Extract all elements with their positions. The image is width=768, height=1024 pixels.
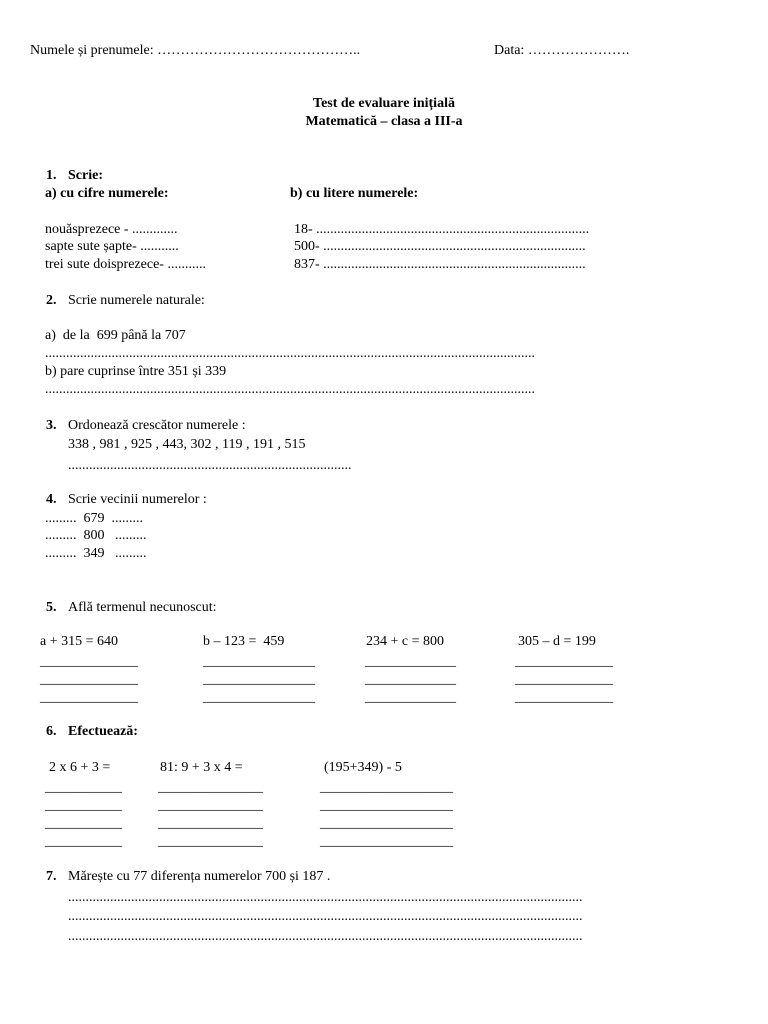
- ex5-number: 5.: [46, 600, 57, 615]
- ex2-answer-line: ............................................................................................................................................: [45, 382, 535, 397]
- ex6-heading: Efectuează:: [68, 724, 138, 739]
- ex5-answer-line: ______________: [40, 690, 138, 705]
- ex1-a-item: sapte sute șapte- ...........: [45, 239, 179, 254]
- ex2-number: 2.: [46, 293, 57, 308]
- ex4-number: 4.: [46, 492, 57, 507]
- ex6-answer-line: ___________________: [320, 834, 453, 849]
- ex6-answer-line: ___________: [45, 834, 122, 849]
- date-field-label: Data: ………………….: [494, 43, 630, 58]
- ex1-number: 1.: [46, 168, 57, 183]
- ex6-number: 6.: [46, 724, 57, 739]
- ex3-number: 3.: [46, 418, 57, 433]
- ex5-answer-line: ______________: [515, 672, 613, 687]
- ex6-answer-line: ___________: [45, 816, 122, 831]
- ex6-answer-line: _______________: [158, 816, 263, 831]
- ex3-answer-line: .................................................................................: [68, 458, 352, 473]
- ex5-equation: 234 + c = 800: [366, 634, 445, 649]
- ex7-answer-line: ...................................................................................................................................................: [68, 909, 583, 924]
- title-line-2: Matematică – clasa a III-a: [305, 114, 463, 129]
- ex2-answer-line: ............................................................................................................................................: [45, 346, 535, 361]
- ex2-part-a: a) de la 699 până la 707: [45, 328, 186, 343]
- ex5-equation: a + 315 = 640: [40, 634, 119, 649]
- ex6-answer-line: ___________: [45, 780, 122, 795]
- ex3-heading: Ordonează crescător numerele :: [68, 418, 246, 433]
- ex2-part-b: b) pare cuprinse între 351 și 339: [45, 364, 227, 379]
- ex5-answer-line: ______________: [515, 654, 613, 669]
- ex5-answer-line: _____________: [365, 690, 456, 705]
- ex5-answer-line: ________________: [203, 654, 315, 669]
- ex3-numbers: 338 , 981 , 925 , 443, 302 , 119 , 191 , 515: [68, 437, 306, 452]
- ex5-answer-line: ______________: [40, 654, 138, 669]
- ex7-heading: Mărește cu 77 diferența numerelor 700 și 187 .: [68, 869, 331, 884]
- ex6-answer-line: _______________: [158, 780, 263, 795]
- ex5-answer-line: ______________: [40, 672, 138, 687]
- ex4-row: ......... 800 .........: [45, 528, 147, 543]
- ex2-heading: Scrie numerele naturale:: [68, 293, 205, 308]
- ex7-number: 7.: [46, 869, 57, 884]
- ex5-answer-line: _____________: [365, 672, 456, 687]
- ex4-row: ......... 349 .........: [45, 546, 147, 561]
- ex6-expression: 2 x 6 + 3 =: [49, 760, 111, 775]
- ex4-row: ......... 679 .........: [45, 511, 143, 526]
- ex6-answer-line: _______________: [158, 834, 263, 849]
- ex1-a-item: nouăsprezece - .............: [45, 222, 178, 237]
- ex5-heading: Află termenul necunoscut:: [68, 600, 217, 615]
- ex7-answer-line: ...................................................................................................................................................: [68, 929, 583, 944]
- ex6-answer-line: _______________: [158, 798, 263, 813]
- ex1-part-a: a) cu cifre numerele:: [45, 186, 169, 201]
- ex1-b-item: 837- ...........................................................................: [294, 257, 586, 272]
- ex1-b-item: 18- ..............................................................................: [294, 222, 590, 237]
- ex1-b-item: 500- ...........................................................................: [294, 239, 586, 254]
- ex5-answer-line: _____________: [365, 654, 456, 669]
- ex1-a-item: trei sute doisprezece- ...........: [45, 257, 206, 272]
- ex5-answer-line: ________________: [203, 672, 315, 687]
- ex4-heading: Scrie vecinii numerelor :: [68, 492, 207, 507]
- ex6-answer-line: ___________________: [320, 798, 453, 813]
- ex6-expression: (195+349) - 5: [324, 760, 402, 775]
- ex6-answer-line: ___________________: [320, 816, 453, 831]
- ex6-expression: 81: 9 + 3 x 4 =: [160, 760, 243, 775]
- ex5-answer-line: ______________: [515, 690, 613, 705]
- ex5-answer-line: ________________: [203, 690, 315, 705]
- ex1-heading: Scrie:: [68, 168, 103, 183]
- ex6-answer-line: ___________: [45, 798, 122, 813]
- ex5-equation: 305 – d = 199: [518, 634, 596, 649]
- name-field-label: Numele și prenumele: ……………………………………..: [30, 43, 361, 58]
- title-line-1: Test de evaluare inițială: [313, 96, 455, 111]
- ex6-answer-line: ___________________: [320, 780, 453, 795]
- ex7-answer-line: ...................................................................................................................................................: [68, 890, 583, 905]
- ex5-equation: b – 123 = 459: [203, 634, 285, 649]
- ex1-part-b: b) cu litere numerele:: [290, 186, 419, 201]
